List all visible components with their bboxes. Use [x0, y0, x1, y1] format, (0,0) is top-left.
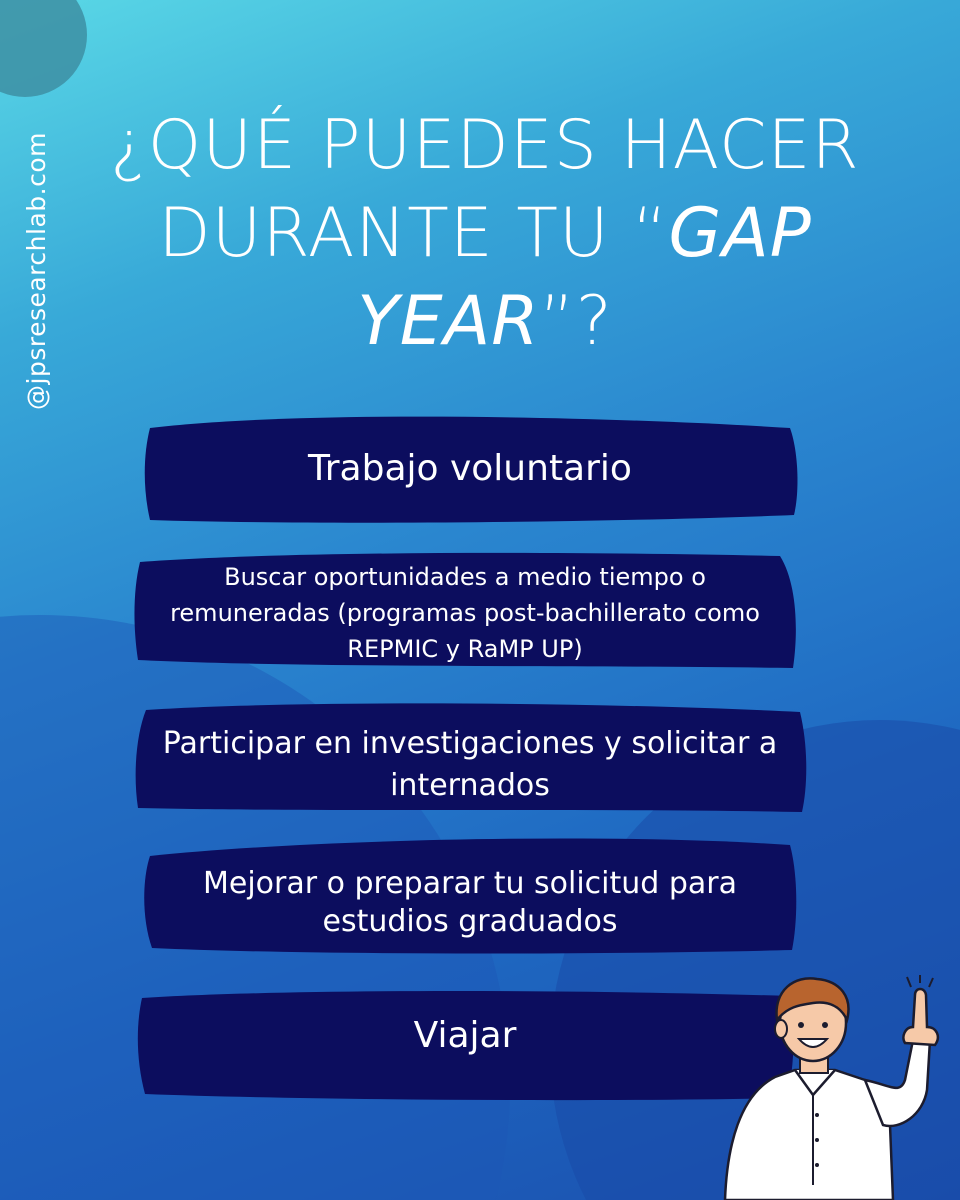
title-line-3-suffix: ”?	[539, 282, 613, 361]
option-grad-application: Mejorar o preparar tu solicitud para estudios graduados	[203, 865, 737, 939]
option-part-time: Buscar oportunidades a medio tiempo o remuneradas (programas post-bachillerato como REPMIC y RaMP UP)	[170, 563, 760, 663]
title-year-word: YEAR	[357, 282, 540, 361]
title-line-2: DURANTE TU “	[158, 194, 669, 273]
title-line-1: ¿QUÉ PUEDES HACER	[110, 106, 860, 185]
pointing-man-illustration	[715, 975, 950, 1200]
option-volunteer: Trabajo voluntario	[308, 447, 632, 489]
option-research: Participar en investigaciones y solicitar a internados	[162, 726, 778, 803]
option-travel: Viajar	[413, 1014, 517, 1056]
title-gap-word: GAP	[668, 194, 812, 273]
social-handle: @jpsresearchlab.com	[22, 132, 51, 410]
